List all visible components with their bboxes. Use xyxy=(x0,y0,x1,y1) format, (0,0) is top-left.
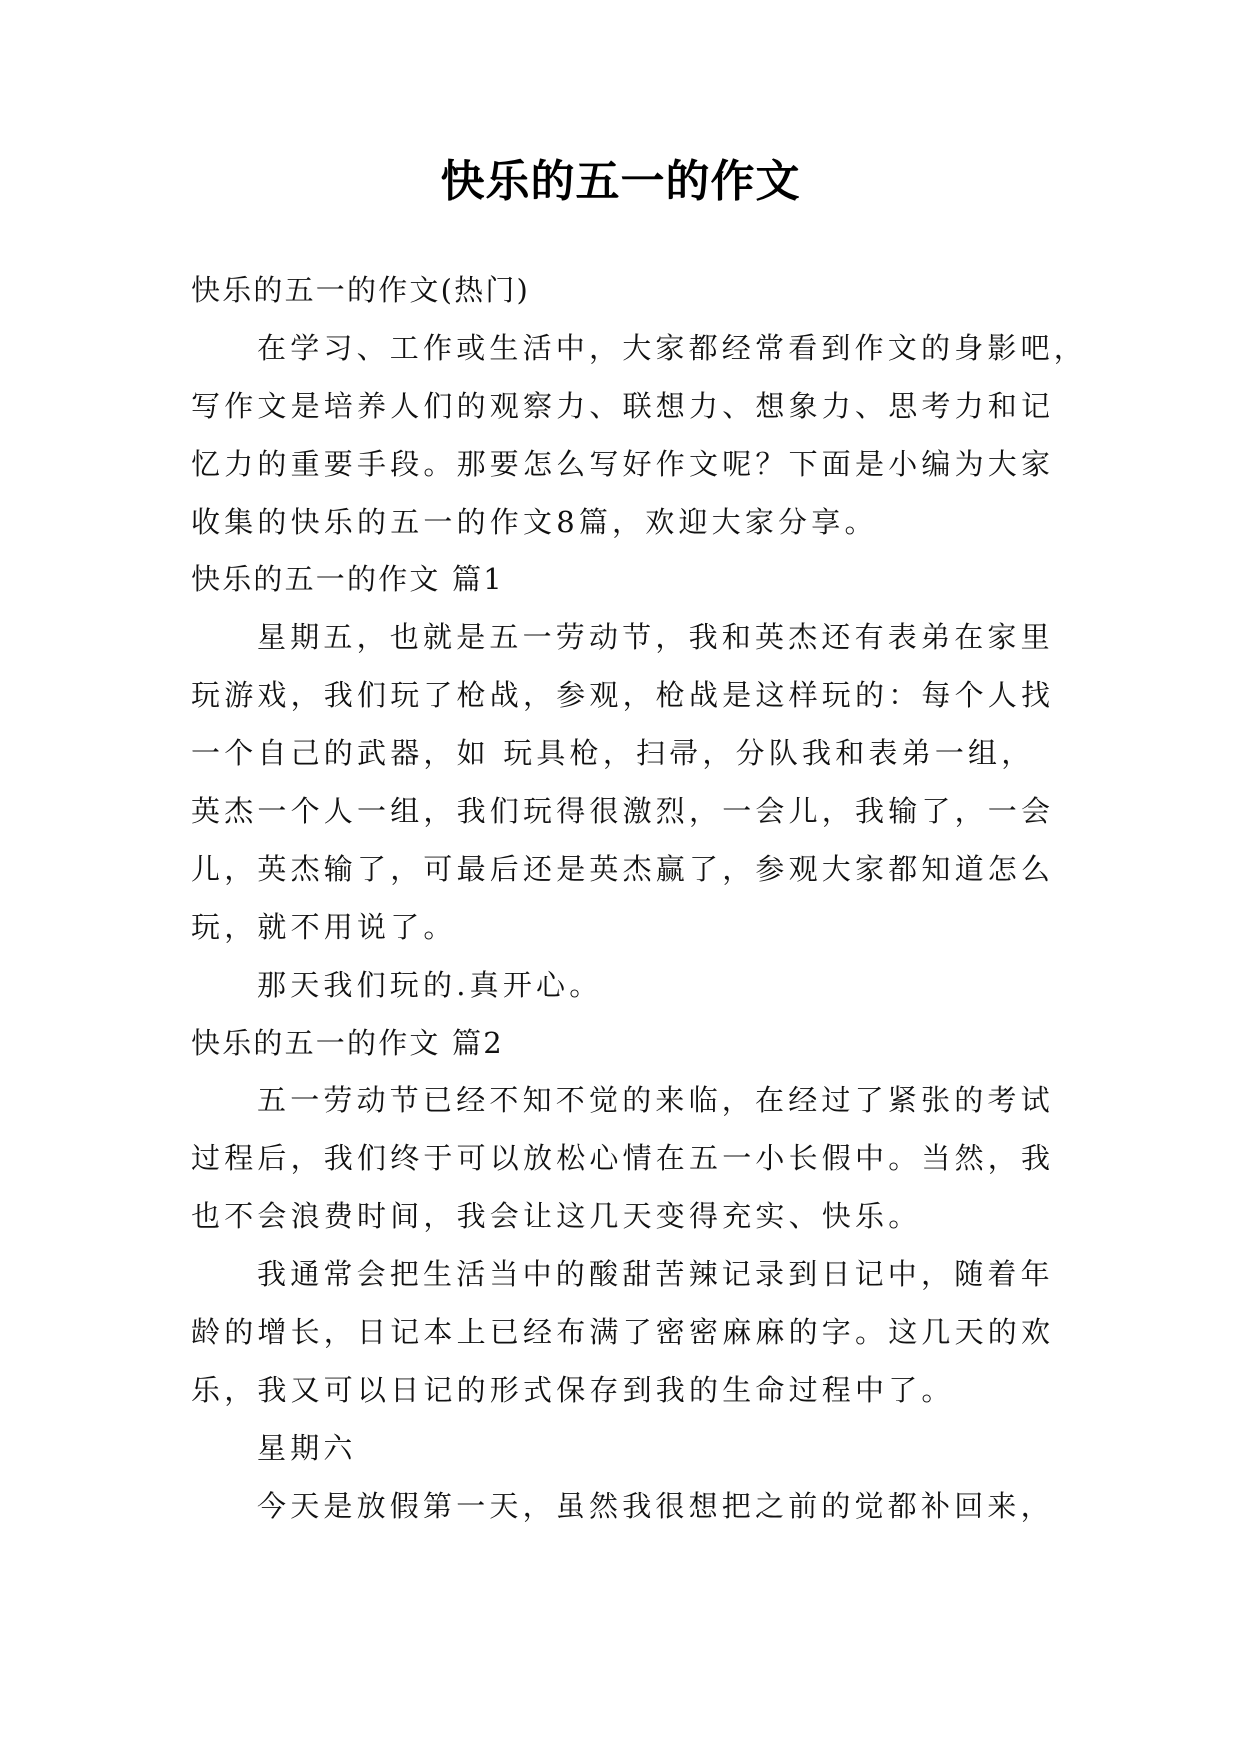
document-title: 快乐的五一的作文 xyxy=(440,156,801,207)
section-heading: 快乐的五一的作文 篇1 xyxy=(191,562,504,597)
document-body xyxy=(191,262,1088,1536)
paragraph-line: 玩，就不用说了。 xyxy=(191,909,457,944)
paragraph-line: 那天我们玩的.真开心。 xyxy=(257,967,603,1002)
paragraph-line: 我通常会把生活当中的酸甜苦辣记录到日记中，随着年 xyxy=(257,1257,1054,1292)
paragraph-line: 过程后，我们终于可以放松心情在五一小长假中。当然，我 xyxy=(191,1141,1055,1176)
paragraph-line: 也不会浪费时间，我会让这几天变得充实、快乐。 xyxy=(191,1199,922,1234)
paragraph-line: 玩游戏，我们玩了枪战，参观，枪战是这样玩的：每个人找 xyxy=(191,678,1055,713)
paragraph-line: 龄的增长，日记本上已经布满了密密麻麻的字。这几天的欢 xyxy=(191,1315,1055,1350)
paragraph-line: 英杰一个人一组，我们玩得很激烈，一会儿，我输了，一会 xyxy=(191,794,1055,829)
section-heading: 快乐的五一的作文 篇2 xyxy=(191,1025,504,1060)
paragraph-line: 收集的快乐的五一的作文8篇，欢迎大家分享。 xyxy=(191,504,878,539)
paragraph-line: 忆力的重要手段。那要怎么写好作文呢？下面是小编为大家 xyxy=(191,446,1055,481)
paragraph-line: 今天是放假第一天，虽然我很想把之前的觉都补回来， xyxy=(257,1488,1054,1523)
paragraph-line: 五一劳动节已经不知不觉的来临，在经过了紧张的考试 xyxy=(257,1083,1054,1118)
paragraph-line: 一个自己的武器，如 玩具枪，扫帚，分队我和表弟一组， xyxy=(191,736,1035,771)
paragraph-line: 乐，我又可以日记的形式保存到我的生命过程中了。 xyxy=(191,1372,955,1407)
paragraph-line: 写作文是培养人们的观察力、联想力、想象力、思考力和记 xyxy=(191,388,1055,423)
paragraph-line: 儿，英杰输了，可最后还是英杰赢了，参观大家都知道怎么 xyxy=(191,851,1055,886)
paragraph-line: 星期六 xyxy=(257,1430,357,1465)
paragraph-line: 在学习、工作或生活中，大家都经常看到作文的身影吧， xyxy=(257,330,1088,365)
subtitle-line: 快乐的五一的作文(热门) xyxy=(191,273,531,307)
paragraph-line: 星期五，也就是五一劳动节，我和英杰还有表弟在家里 xyxy=(257,620,1054,655)
